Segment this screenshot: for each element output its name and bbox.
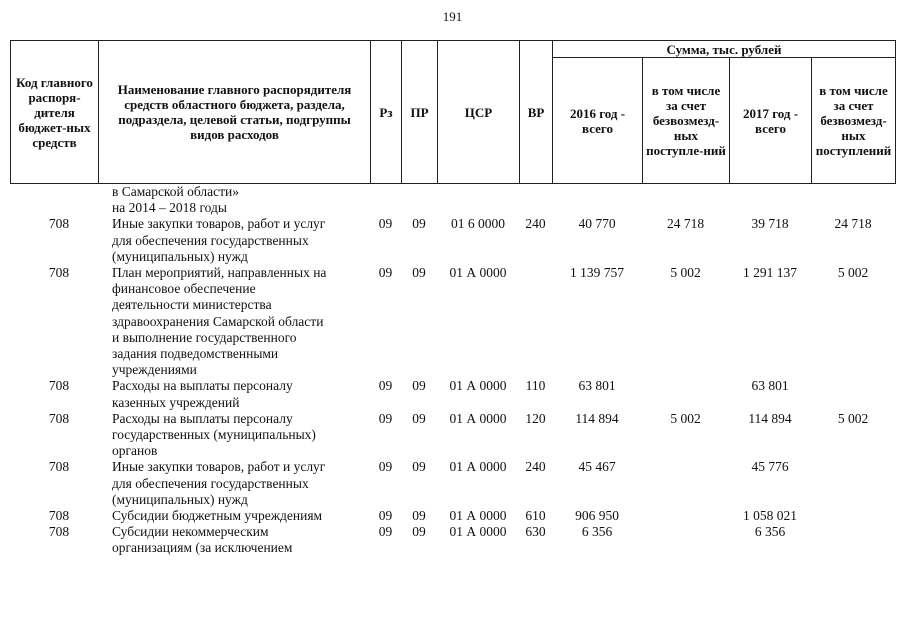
header-2017-total: 2017 год - всего	[730, 58, 812, 184]
row-pr: 09	[412, 508, 426, 524]
row-code: 708	[48, 265, 70, 281]
row-pr: 09	[412, 524, 426, 540]
row-sum-2017-free: 5 002	[837, 265, 869, 281]
row-name: План мероприятий, направленных на финансовое обеспечение деятельности министерства здравоохранения Самарской области и выполнение государственного задания подведомственными учреждениями	[112, 265, 327, 378]
row-rz: 09	[378, 216, 393, 232]
header-code: Код главного распоря-дителя бюджет-ных средств	[11, 41, 99, 184]
row-pr: 09	[412, 459, 426, 475]
row-code: 708	[48, 459, 70, 475]
row-sum-2016: 6 356	[581, 524, 613, 540]
row-name: Расходы на выплаты персоналу государственных (муниципальных) органов	[112, 410, 316, 459]
row-csr: 01 6 0000	[451, 216, 505, 232]
row-code: 708	[48, 508, 70, 524]
row-sum-2016-free: 24 718	[666, 216, 705, 232]
header-2016-free: в том числе за счет безвозмезд-ных поступле-ний	[643, 58, 730, 184]
header-sum: Сумма, тыс. рублей	[553, 41, 896, 58]
row-rz: 09	[378, 524, 393, 540]
row-sum-2016: 45 467	[578, 459, 616, 475]
row-csr: 01 А 0000	[449, 410, 507, 426]
row-sum-2017: 45 776	[751, 459, 789, 475]
header-csr: ЦСР	[438, 41, 520, 184]
row-sum-2017: 114 894	[748, 410, 792, 426]
table-row	[10, 265, 895, 378]
table-row	[10, 459, 895, 508]
row-pr: 09	[412, 378, 426, 394]
row-sum-2016: 114 894	[575, 410, 619, 426]
row-rz: 09	[378, 459, 393, 475]
header-rz: Рз	[371, 41, 402, 184]
row-sum-2017-free: 5 002	[837, 410, 869, 426]
header-name: Наименование главного распорядителя средств областного бюджета, раздела, подраздела, целевой статьи, подгруппы видов расходов	[99, 41, 371, 184]
row-csr: 01 А 0000	[449, 378, 507, 394]
row-vr: 240	[525, 459, 546, 475]
table-row	[10, 216, 895, 265]
row-name: Расходы на выплаты персоналу казенных учреждений	[112, 378, 293, 410]
row-pr: 09	[412, 216, 426, 232]
row-sum-2017-free: 24 718	[834, 216, 872, 232]
row-csr: 01 А 0000	[449, 508, 507, 524]
row-name: Субсидии некоммерческим организациям (за исключением	[112, 524, 293, 556]
row-vr: 240	[525, 216, 546, 232]
row-code: 708	[48, 216, 70, 232]
page-number: 191	[442, 9, 463, 24]
table-header	[10, 40, 896, 184]
row-code: 708	[48, 378, 70, 394]
header-vr: ВР	[520, 41, 553, 184]
table-row	[10, 508, 895, 524]
row-rz: 09	[378, 508, 393, 524]
row-rz: 09	[378, 265, 393, 281]
row-name: Иные закупки товаров, работ и услуг для обеспечения государственных (муниципальных) нужд	[112, 216, 326, 264]
row-sum-2017: 1 291 137	[743, 265, 797, 281]
header-2016-total: 2016 год - всего	[553, 58, 643, 184]
row-sum-2016: 906 950	[575, 508, 619, 524]
row-name: Иные закупки товаров, работ и услуг для обеспечения государственных (муниципальных) нужд	[112, 459, 326, 507]
row-sum-2016-free: 5 002	[670, 410, 701, 426]
row-sum-2016: 1 139 757	[570, 265, 624, 281]
row-sum-2016-free: 5 002	[670, 265, 701, 281]
row-rz: 09	[378, 378, 393, 394]
row-sum-2017: 39 718	[751, 216, 789, 232]
row-code: 708	[48, 410, 70, 426]
row-sum-2017: 6 356	[754, 524, 786, 540]
row-sum-2017: 1 058 021	[743, 508, 797, 524]
header-2017-free: в том числе за счет безвозмезд-ных поступлений	[812, 58, 896, 184]
row-name: Субсидии бюджетным учреждениям	[112, 508, 323, 524]
table-row	[10, 378, 895, 410]
table-row	[10, 411, 895, 460]
table-body	[10, 184, 895, 557]
row-name: в Самарской области» на 2014 – 2018 годы	[112, 184, 240, 216]
row-pr: 09	[412, 265, 426, 281]
header-pr: ПР	[402, 41, 438, 184]
row-vr: 610	[525, 508, 546, 524]
row-csr: 01 А 0000	[449, 265, 507, 281]
row-vr: 630	[525, 524, 546, 540]
row-sum-2016: 40 770	[578, 216, 616, 232]
row-rz: 09	[378, 410, 393, 426]
row-code: 708	[48, 524, 70, 540]
row-sum-2017: 63 801	[751, 378, 789, 394]
row-csr: 01 А 0000	[449, 459, 507, 475]
row-pr: 09	[412, 410, 426, 426]
row-vr: 120	[525, 410, 546, 426]
table-row	[10, 524, 895, 556]
row-vr: 110	[525, 378, 546, 394]
row-sum-2016: 63 801	[578, 378, 616, 394]
row-csr: 01 А 0000	[449, 524, 507, 540]
table-row	[10, 184, 895, 216]
